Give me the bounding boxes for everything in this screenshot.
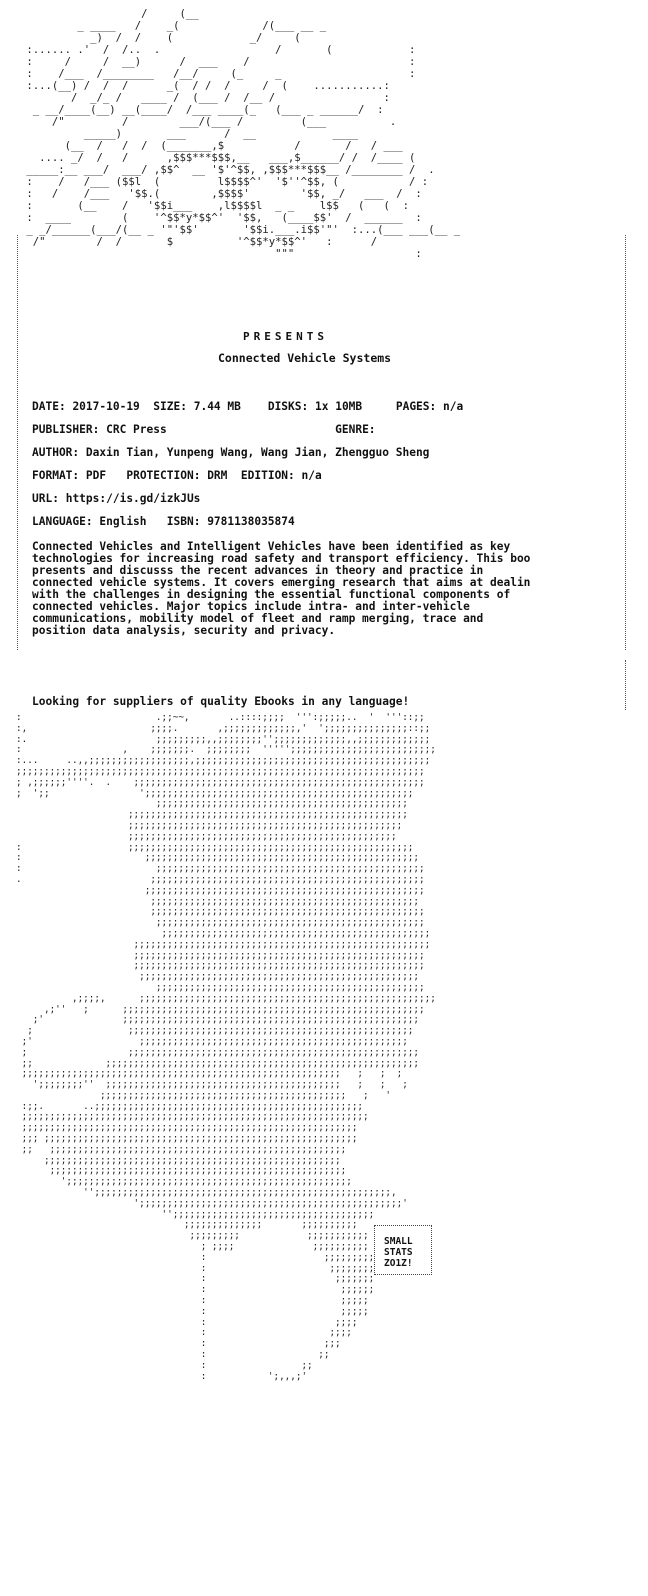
format-label: FORMAT: xyxy=(32,469,80,482)
publisher-value: CRC Press xyxy=(106,423,167,436)
url-link[interactable]: https://is.gd/izkJUs xyxy=(65,492,201,505)
supplier-notice: Looking for suppliers of quality Ebooks in any language! xyxy=(32,695,410,708)
author-value: Daxin Tian, Yunpeng Wang, Wang Jian, Zhengguo Sheng xyxy=(85,446,430,459)
language-label: LANGUAGE: xyxy=(32,515,93,528)
ascii-logo-art: / (__ _ ____ / _( /(___ __ _ _) / / ( _/ ( :...... .' / /.. . / ( : : / / __) / ___ / : : /___ /________ /__/ (_ _ : :...(__) / / / _( / / / / ( ...........: / _/_ / ____ / (___ / /__ / : _ __/____(__) __(____/ /___ ____(_ (___ _ ______/ : /" / ___/(___ / (___ . _____) ___ / __ ____ (__ / / / (_______,$ / / / ___ .... _/ / / ,$$$***$$$,__ ___,$______/ / /____ ( _____:__ ___/ ___/ ,$$^ __ '$'^$$, ,$$$***$$$__ /________ / . : / /___ ($$l ( l$$$$^' '$''^$$, ( / : : / /___ '$$.( ,$$$$' '$$, _/ ___ / : : (__ / '$$i___ ,l$$$$l _ _ l$$ ( ( : : ____ ( '^$$*y*$$^' '$$, (____$$' / ______ : _ _/______(___/(__ _ '"'$$' '$$i.___.i$$'"' :...(___ ___(__ _ /" / / $ '^$$*y*$$^' : / """ : xyxy=(26,8,461,260)
edition-value: n/a xyxy=(301,469,322,482)
isbn-value: 9781138035874 xyxy=(207,515,295,528)
info-row-url xyxy=(32,487,622,510)
frame-right-border-lower xyxy=(625,660,628,710)
publisher-label: PUBLISHER: xyxy=(32,423,100,436)
ascii-decorative-art: : .;;~~, ..::::;;;; ''':;;;;;.. ' '''::;; :, ;;;;. ,;;;;;;;;;;;;;,' ';;;;;;;;;;;;;;;::;; :. ;;;;;;;;;,,;;;;;;;;'';;;;;;;;;;;;;,,;;;;;;;;;;;;; : , ;;;;;;;. ;;;;;;;; ''''';;;;;;;;;;;;;;;;;;;;;;;;;; :... ..,,;;;;;;;;;;;;;;;;;;,;;;;;;;;;;;;;;;;;;;;;;;;;;;;;;;;;;;;;;;;;; ;;;;;;;;;;;;;;;;;;;;;;;;;;;;;;;;;;;;;;;;;;;;;;;;;;;;;;;;;;;;;;;;;;;;;;;;; ; ,;;;;;;''''. . ;;;;;;;;;;;;;;;;;;;;;;;;;;;;;;;;;;;;;;;;;;;;;;;;;;;; ; ';; ';;;;;;;;;;;;;;;;;;;;;;;;;;;;;;;;;;;;;;;;;;;;;;;; ;;;;;;;;;;;;;;;;;;;;;;;;;;;;;;;;;;;;;;;;;;;;; ;;;;;;;;;;;;;;;;;;;;;;;;;;;;;;;;;;;;;;;;;;;;;;;;;; ;;;;;;;;;;;;;;;;;;;;;;;;;;;;;;;;;;;;;;;;;;;;;;;;; ;;;;;;;;;;;;;;;;;;;;;;;;;;;;;;;;;;;;;;;;;;;;;;;; : ;;;;;;;;;;;;;;;;;;;;;;;;;;;;;;;;;;;;;;;;;;;;;;;;;;; : ;;;;;;;;;;;;;;;;;;;;;;;;;;;;;;;;;;;;;;;;;;;;;;;;; : ;;;;;;;;;;;;;;;;;;;;;;;;;;;;;;;;;;;;;;;;;;;;;;;; . ;;;;;;;;;;;;;;;;;;;;;;;;;;;;;;;;;;;;;;;;;;;;;;;;; ;;;;;;;;;;;;;;;;;;;;;;;;;;;;;;;;;;;;;;;;;;;;;;;;;; ;;;;;;;;;;;;;;;;;;;;;;;;;;;;;;;;;;;;;;;;;;;;;;;; ;;;;;;;;;;;;;;;;;;;;;;;;;;;;;;;;;;;;;;;;;;;;;;;;; ;;;;;;;;;;;;;;;;;;;;;;;;;;;;;;;;;;;;;;;;;;;;;;;; ;;;;;;;;;;;;;;;;;;;;;;;;;;;;;;;;;;;;;;;;;;;;;;;; ;;;;;;;;;;;;;;;;;;;;;;;;;;;;;;;;;;;;;;;;;;;;;;;;;;;;; ;;;;;;;;;;;;;;;;;;;;;;;;;;;;;;;;;;;;;;;;;;;;;;;;;;;; ;;;;;;;;;;;;;;;;;;;;;;;;;;;;;;;;;;;;;;;;;;;;;;;;;;;; ;;;;;;;;;;;;;;;;;;;;;;;;;;;;;;;;;;;;;;;;;;;;;;;;;; ;;;;;;;;;;;;;;;;;;;;;;;;;;;;;;;;;;;;;;;;;;;;;;;; ,;;;;, ;;;;;;;;;;;;;;;;;;;;;;;;;;;;;;;;;;;;;;;;;;;;;;;;;;;;; ,;'' ; ;;;;;;;;;;;;;;;;;;;;;;;;;;;;;;;;;;;;;;;;;;;;;;;;;;;;;; ;' ;;;;;;;;;;;;;;;;;;;;;;;;;;;;;;;;;;;;;;;;;;;;;;;;;;;;; ; ;;;;;;;;;;;;;;;;;;;;;;;;;;;;;;;;;;;;;;;;;;;;;;;;;;; ;' ;;;;;;;;;;;;;;;;;;;;;;;;;;;;;;;;;;;;;;;;;;;;;;;; ; ;;;;;;;;;;;;;;;;;;;;;;;;;;;;;;;;;;;;;;;;;;;;;;;;;;;; ;; ;;;;;;;;;;;;;;;;;;;;;;;;;;;;;;;;;;;;;;;;;;;;;;;;;;;;;;;; ;;;;;;;;;;;;;;;;;;;;;;;;;;;;;;;;;;;;;;;;;;;;;;;;;;;;;;;;; ; ; ; ';;;;;;;;'' ;;;;;;;;;;;;;;;;;;;;;;;;;;;;;;;;;;;;;;;;;; ; ; ; ;;;;;;;;;;;;;;;;;;;;;;;;;;;;;;;;;;;;;;;;;;;; ; ' :;;. ..;;;;;;;;;;;;;;;;;;;;;;;;;;;;;;;;;;;;;;;;;;;;;;;; ;;;;;;;;;;;;;;;;;;;;;;;;;;;;;;;;;;;;;;;;;;;;;;;;;;;;;;;;;;;;;; ;;;;;;;;;;;;;;;;;;;;;;;;;;;;;;;;;;;;;;;;;;;;;;;;;;;;;;;;;;;; ;;; ;;;;;;;;;;;;;;;;;;;;;;;;;;;;;;;;;;;;;;;;;;;;;;;;;;;;;;;; ;; ;;;;;;;;;;;;;;;;;;;;;;;;;;;;;;;;;;;;;;;;;;;;;;;;;;;;; ;;;;;;;;;;;;;;;;;;;;;;;;;;;;;;;;;;;;;;;;;;;;;;;;;;;;; ;;;;;;;;;;;;;;;;;;;;;;;;;;;;;;;;;;;;;;;;;;;;;;;;;;;;; ';;;;;;;;;;;;;;;;;;;;;;;;;;;;;;;;;;;;;;;;;;;;;;;;;;; '';;;;;;;;;;;;;;;;;;;;;;;;;;;;;;;;;;;;;;;;;;;;;;;;;;;;;, ';;;;;;;;;;;;;;;;;;;;;;;;;;;;;;;;;;;;;;;;;;;;;;;' '';;;;;;;;;;;;;;;;;;;;;;;;;;;;;;;;;;;; ;;;;;;;;;;;;;; ;;;;;;;;;; ;;;;;;;;; ;;;;;;;;;;; ; ;;;; ;;;;;;;;;; : ;;;;;;;;; : ;;;;;;;; : ;;;;;;; : ;;;;;; : ;;;;; : ;;;;; : ;;;; : ;;;; : ;;; : ;; : ;; : ';,,,;' xyxy=(16,712,436,1382)
frame-right-border xyxy=(625,235,628,650)
book-description: Connected Vehicles and Intelligent Vehicles have been identified as key technologies for increasing road safety and transport efficiency. This boo presents and discusss the recent advances in theory and practice in connected vehicle systems. It covers emerging research that aims at dealin with the challenges in designing the essential functional components of connected vehicles. Major topics include intra- and inter-vehicle communications, mobility model of fleet and ramp merging, trace and position data analysis, security and privacy. xyxy=(32,540,531,637)
size-label: SIZE: xyxy=(153,400,187,413)
date-label: DATE: xyxy=(32,400,66,413)
isbn-label: ISBN: xyxy=(166,515,201,528)
protection-label: PROTECTION: xyxy=(126,469,201,482)
size-value: 7.44 MB xyxy=(193,400,241,413)
genre-label: GENRE: xyxy=(335,423,376,436)
edition-label: EDITION: xyxy=(240,469,295,482)
protection-value: DRM xyxy=(207,469,228,482)
author-label: AUTHOR: xyxy=(32,446,80,459)
language-value: English xyxy=(99,515,147,528)
release-title: Connected Vehicle Systems xyxy=(218,351,392,365)
release-info-panel xyxy=(32,395,622,533)
info-row-date xyxy=(32,395,622,418)
info-row-publisher xyxy=(32,418,622,441)
disks-value: 1x 10MB xyxy=(315,400,363,413)
info-row-author xyxy=(32,441,622,464)
url-label: URL: xyxy=(32,492,59,505)
info-row-format xyxy=(32,464,622,487)
pages-value: n/a xyxy=(443,400,464,413)
date-value: 2017-10-19 xyxy=(72,400,140,413)
stats-badge: SMALL STATS ZO1Z! xyxy=(384,1236,413,1269)
frame-left-border xyxy=(17,235,20,650)
presents-heading: PRESENTS xyxy=(243,330,328,343)
pages-label: PAGES: xyxy=(395,400,437,413)
info-row-language xyxy=(32,510,622,533)
format-value: PDF xyxy=(85,469,107,482)
disks-label: DISKS: xyxy=(267,400,309,413)
